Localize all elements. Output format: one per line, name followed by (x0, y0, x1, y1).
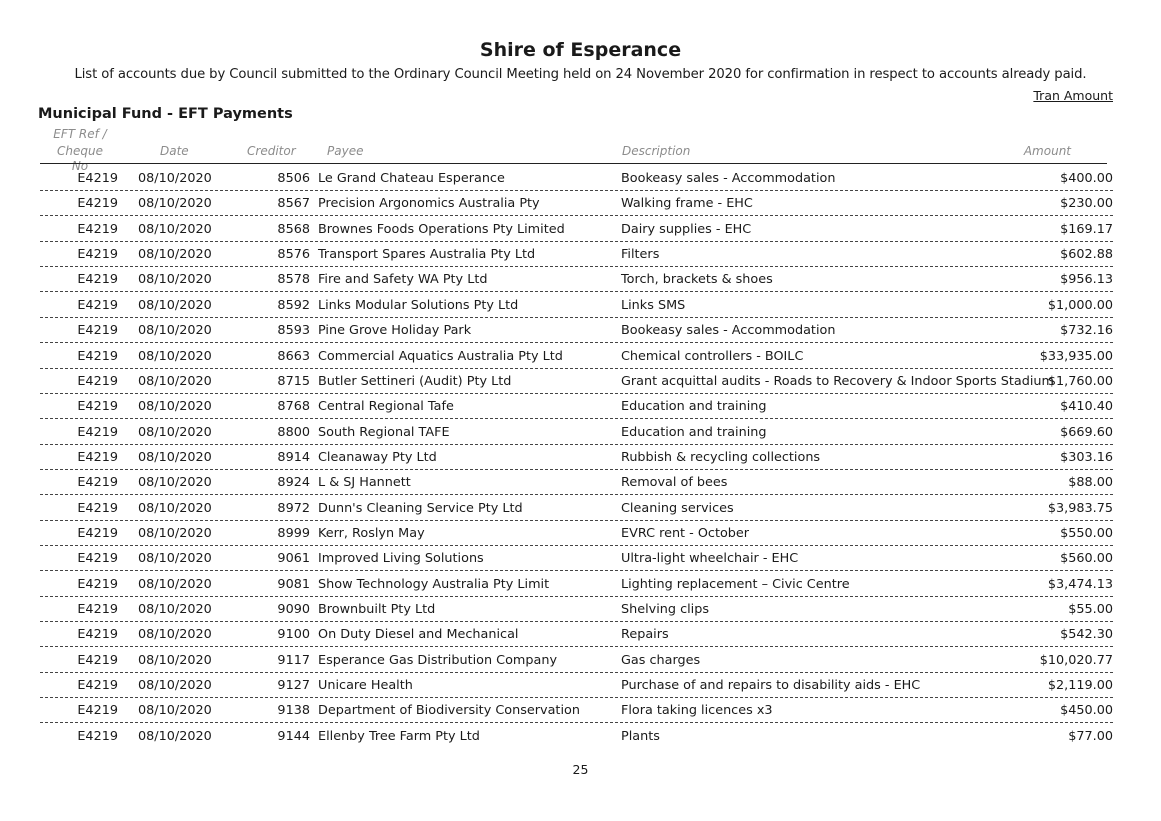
cell-description: Education and training (621, 399, 767, 415)
cell-payee: Unicare Health (318, 678, 413, 693)
column-header-ref-line1: EFT Ref / (53, 127, 107, 141)
column-header-date: Date (160, 144, 189, 158)
cell-creditor: 8506 (277, 171, 310, 186)
table-row (0, 344, 1161, 369)
cell-description: Walking frame - EHC (621, 196, 753, 212)
cell-description: Purchase of and repairs to disability aids - EHC (621, 678, 921, 693)
cell-description: Repairs (621, 627, 669, 643)
cell-payee: Kerr, Roslyn May (318, 525, 425, 541)
cell-payee: L & SJ Hannett (318, 475, 411, 491)
page-number: 25 (572, 762, 589, 777)
cell-payee: Central Regional Tafe (318, 399, 454, 415)
table-row (0, 470, 1161, 495)
cell-payee: Fire and Safety WA Pty Ltd (318, 272, 488, 288)
cell-description: Dairy supplies - EHC (621, 221, 752, 237)
cell-creditor: 9117 (277, 652, 310, 668)
cell-description: Lighting replacement – Civic Centre (621, 576, 850, 592)
cell-eft-ref: E4219 (77, 272, 118, 288)
table-row (0, 166, 1161, 191)
table-row (0, 420, 1161, 445)
page-subtitle: List of accounts due by Council submitted to the Ordinary Council Meeting held on 24 November 2020 for confirmation in respect to accounts already paid. (74, 67, 1087, 82)
cell-amount: $77.00 (1068, 728, 1113, 744)
cell-date: 08/10/2020 (138, 728, 212, 744)
cell-eft-ref: E4219 (77, 652, 118, 668)
cell-date: 08/10/2020 (138, 272, 212, 288)
cell-amount: $2,119.00 (1047, 678, 1113, 693)
cell-date: 08/10/2020 (138, 424, 212, 440)
cell-eft-ref: E4219 (77, 678, 118, 693)
cell-description: Grant acquittal audits - Roads to Recovery & Indoor Sports Stadium (621, 373, 1054, 389)
cell-amount: $450.00 (1060, 703, 1113, 719)
cell-date: 08/10/2020 (138, 196, 212, 212)
cell-creditor: 8576 (277, 247, 310, 263)
cell-payee: Transport Spares Australia Pty Ltd (318, 247, 536, 263)
cell-date: 08/10/2020 (138, 576, 212, 592)
cell-date: 08/10/2020 (138, 323, 212, 339)
cell-amount: $55.00 (1068, 602, 1113, 617)
cell-date: 08/10/2020 (138, 171, 212, 186)
cell-eft-ref: E4219 (77, 196, 118, 212)
cell-creditor: 9061 (277, 551, 310, 567)
cell-description: Bookeasy sales - Accommodation (621, 171, 836, 186)
cell-eft-ref: E4219 (77, 449, 118, 465)
cell-amount: $732.16 (1060, 323, 1113, 339)
table-row (0, 242, 1161, 267)
cell-creditor: 8715 (277, 373, 310, 389)
table-row (0, 318, 1161, 343)
tran-amount-heading: Tran Amount (1033, 88, 1113, 103)
cell-amount: $602.88 (1060, 247, 1113, 263)
table-row (0, 293, 1161, 318)
table-row (0, 572, 1161, 597)
cell-description: Cleaning services (621, 500, 734, 516)
cell-amount: $3,474.13 (1047, 576, 1113, 592)
cell-creditor: 9081 (277, 576, 310, 592)
cell-amount: $1,000.00 (1047, 297, 1113, 313)
cell-eft-ref: E4219 (77, 424, 118, 440)
cell-creditor: 8914 (277, 449, 310, 465)
table-row (0, 648, 1161, 673)
cell-date: 08/10/2020 (138, 297, 212, 313)
cell-eft-ref: E4219 (77, 576, 118, 592)
cell-date: 08/10/2020 (138, 373, 212, 389)
cell-payee: Ellenby Tree Farm Pty Ltd (318, 728, 480, 744)
cell-payee: Commercial Aquatics Australia Pty Ltd (318, 348, 563, 364)
cell-eft-ref: E4219 (77, 602, 118, 617)
cell-payee: Show Technology Australia Pty Limit (318, 576, 550, 592)
cell-amount: $33,935.00 (1039, 348, 1113, 364)
cell-amount: $3,983.75 (1047, 500, 1113, 516)
cell-eft-ref: E4219 (77, 703, 118, 719)
table-row (0, 724, 1161, 749)
cell-creditor: 8972 (277, 500, 310, 516)
cell-creditor: 9100 (277, 627, 310, 643)
cell-date: 08/10/2020 (138, 399, 212, 415)
table-row (0, 369, 1161, 394)
cell-payee: Butler Settineri (Audit) Pty Ltd (318, 373, 512, 389)
table-row (0, 597, 1161, 622)
cell-creditor: 8592 (277, 297, 310, 313)
cell-payee: Precision Argonomics Australia Pty (318, 196, 540, 212)
cell-description: Chemical controllers - BOILC (621, 348, 804, 364)
cell-creditor: 8924 (277, 475, 310, 491)
cell-eft-ref: E4219 (77, 221, 118, 237)
cell-date: 08/10/2020 (138, 247, 212, 263)
cell-creditor: 8593 (277, 323, 310, 339)
cell-creditor: 8768 (277, 399, 310, 415)
cell-description: Rubbish & recycling collections (621, 449, 821, 465)
cell-description: Ultra-light wheelchair - EHC (621, 551, 799, 567)
cell-amount: $88.00 (1068, 475, 1113, 491)
cell-payee: Links Modular Solutions Pty Ltd (318, 297, 519, 313)
table-row (0, 394, 1161, 419)
cell-eft-ref: E4219 (77, 500, 118, 516)
table-row (0, 622, 1161, 647)
cell-eft-ref: E4219 (77, 551, 118, 567)
cell-date: 08/10/2020 (138, 348, 212, 364)
table-row (0, 217, 1161, 242)
cell-date: 08/10/2020 (138, 652, 212, 668)
cell-creditor: 9127 (277, 678, 310, 693)
column-header-creditor: Creditor (247, 144, 296, 158)
table-row (0, 267, 1161, 292)
cell-payee: Le Grand Chateau Esperance (318, 171, 505, 186)
table-row (0, 698, 1161, 723)
cell-amount: $169.17 (1060, 221, 1113, 237)
cell-eft-ref: E4219 (77, 171, 118, 186)
cell-eft-ref: E4219 (77, 247, 118, 263)
cell-eft-ref: E4219 (77, 728, 118, 744)
cell-description: Shelving clips (621, 602, 710, 617)
cell-amount: $550.00 (1060, 525, 1113, 541)
cell-date: 08/10/2020 (138, 475, 212, 491)
cell-payee: Pine Grove Holiday Park (318, 323, 472, 339)
cell-creditor: 8578 (277, 272, 310, 288)
cell-payee: Esperance Gas Distribution Company (318, 652, 558, 668)
section-heading: Municipal Fund - EFT Payments (38, 106, 293, 122)
cell-description: Torch, brackets & shoes (621, 272, 773, 288)
cell-creditor: 9144 (277, 728, 310, 744)
cell-amount: $956.13 (1060, 272, 1113, 288)
cell-description: Bookeasy sales - Accommodation (621, 323, 836, 339)
cell-description: Gas charges (621, 652, 701, 668)
table-row (0, 546, 1161, 571)
cell-payee: Brownes Foods Operations Pty Limited (318, 221, 565, 237)
cell-payee: Improved Living Solutions (318, 551, 484, 567)
cell-eft-ref: E4219 (77, 475, 118, 491)
cell-amount: $560.00 (1060, 551, 1113, 567)
cell-amount: $303.16 (1060, 449, 1113, 465)
page-title: Shire of Esperance (479, 39, 682, 61)
cell-creditor: 8568 (277, 221, 310, 237)
cell-date: 08/10/2020 (138, 221, 212, 237)
table-row (0, 445, 1161, 470)
cell-eft-ref: E4219 (77, 399, 118, 415)
cell-eft-ref: E4219 (77, 348, 118, 364)
cell-payee: Department of Biodiversity Conservation (318, 703, 580, 719)
table-row (0, 673, 1161, 698)
cell-payee: Cleanaway Pty Ltd (318, 449, 437, 465)
cell-date: 08/10/2020 (138, 678, 212, 693)
cell-eft-ref: E4219 (77, 627, 118, 643)
cell-payee: On Duty Diesel and Mechanical (318, 627, 519, 643)
cell-eft-ref: E4219 (77, 525, 118, 541)
cell-date: 08/10/2020 (138, 449, 212, 465)
column-header-description: Description (622, 144, 691, 158)
table-row (0, 521, 1161, 546)
table-row (0, 496, 1161, 521)
cell-amount: $10,020.77 (1039, 652, 1113, 668)
cell-description: Filters (621, 247, 660, 263)
cell-creditor: 9090 (277, 602, 310, 617)
cell-date: 08/10/2020 (138, 525, 212, 541)
cell-date: 08/10/2020 (138, 627, 212, 643)
cell-creditor: 8999 (277, 525, 310, 541)
cell-eft-ref: E4219 (77, 297, 118, 313)
column-header-payee: Payee (327, 144, 364, 158)
cell-amount: $410.40 (1060, 399, 1113, 415)
table-row (0, 191, 1161, 216)
header-rule (40, 163, 1107, 164)
cell-amount: $1,760.00 (1047, 373, 1113, 389)
cell-date: 08/10/2020 (138, 703, 212, 719)
cell-creditor: 9138 (277, 703, 310, 719)
cell-description: EVRC rent - October (621, 525, 750, 541)
cell-description: Plants (621, 728, 660, 744)
cell-description: Education and training (621, 424, 767, 440)
cell-eft-ref: E4219 (77, 373, 118, 389)
cell-amount: $230.00 (1060, 196, 1113, 212)
cell-description: Links SMS (621, 297, 686, 313)
cell-payee: South Regional TAFE (318, 424, 450, 440)
cell-amount: $669.60 (1060, 424, 1113, 440)
cell-eft-ref: E4219 (77, 323, 118, 339)
cell-creditor: 8663 (277, 348, 310, 364)
column-header-amount: Amount (1023, 144, 1071, 158)
cell-payee: Brownbuilt Pty Ltd (318, 602, 436, 617)
cell-date: 08/10/2020 (138, 602, 212, 617)
cell-description: Removal of bees (621, 475, 728, 491)
cell-date: 08/10/2020 (138, 500, 212, 516)
cell-creditor: 8800 (277, 424, 310, 440)
cell-amount: $400.00 (1060, 171, 1113, 186)
cell-amount: $542.30 (1060, 627, 1113, 643)
column-header-ref-line2: Cheque No (57, 144, 103, 173)
cell-creditor: 8567 (277, 196, 310, 212)
cell-description: Flora taking licences x3 (621, 703, 773, 719)
cell-date: 08/10/2020 (138, 551, 212, 567)
cell-payee: Dunn's Cleaning Service Pty Ltd (318, 500, 523, 516)
